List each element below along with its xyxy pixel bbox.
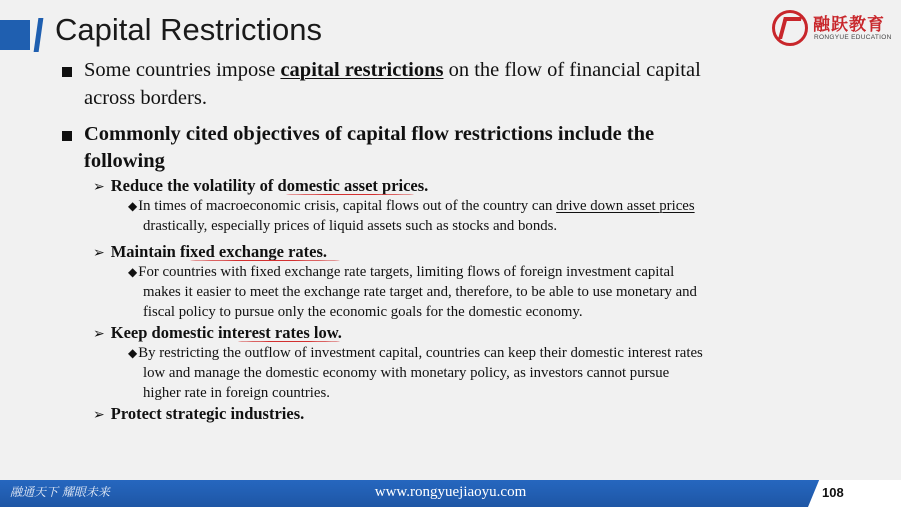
brand-name-cn: 融跃教育 <box>813 15 885 35</box>
objective-1-detail-line-1 <box>128 198 695 215</box>
bullet-1-line-1 <box>84 59 701 82</box>
objective-4-heading <box>93 404 304 424</box>
square-bullet-icon <box>62 131 72 141</box>
arrow-bullet-icon: ➢ <box>93 245 105 261</box>
objective-2-detail-line-1 <box>128 264 674 281</box>
bullet-2-line-1: Commonly cited objectives of capital flow restrictions include the <box>84 123 655 145</box>
objective-2-detail-text: For countries with fixed exchange rate targets, limiting flows of foreign investment capital <box>138 264 675 280</box>
objective-2-heading-text: Maintain fixed exchange rates. <box>110 242 328 261</box>
diamond-bullet-icon: ◆ <box>128 346 138 360</box>
brand-logo-icon <box>772 10 808 46</box>
bullet-1-text-cont: on the flow of financial capital <box>443 59 701 81</box>
square-bullet-icon <box>62 67 72 77</box>
objective-1-detail-line-2: drastically, especially prices of liquid assets such as stocks and bonds. <box>143 218 558 234</box>
objective-3-detail-text: By restricting the outflow of investment capital, countries can keep their domestic interest rates <box>138 345 703 361</box>
objective-3-heading-text: Keep domestic interest rates low. <box>110 323 342 342</box>
objective-1-detail-text: In times of macroeconomic crisis, capital flows out of the country can <box>138 198 557 214</box>
arrow-bullet-icon: ➢ <box>93 407 105 423</box>
bullet-1-text: Some countries impose <box>84 59 281 81</box>
objective-1-heading-text: Reduce the volatility of domestic asset prices. <box>110 176 429 195</box>
objective-3-heading <box>93 323 342 343</box>
objective-1-heading <box>93 176 428 196</box>
footer-calligraphy: 融通天下 耀眼未来 <box>10 485 110 499</box>
arrow-bullet-icon: ➢ <box>93 326 105 342</box>
diamond-bullet-icon: ◆ <box>128 199 138 213</box>
header-accent-stripe <box>34 18 44 52</box>
header-accent-bar <box>0 20 30 50</box>
diamond-bullet-icon: ◆ <box>128 265 138 279</box>
objective-1-detail-underlined: drive down asset prices <box>556 198 695 214</box>
brand-name-en: RONGYUE EDUCATION <box>814 34 892 41</box>
objective-2-detail-line-2: makes it easier to meet the exchange rate target and, therefore, to be able to use monetary and <box>143 284 697 300</box>
arrow-bullet-icon: ➢ <box>93 179 105 195</box>
bullet-2-line-2: following <box>84 150 165 172</box>
page-number: 108 <box>822 485 844 500</box>
bullet-1-emphasis: capital restrictions <box>280 59 444 81</box>
objective-3-detail-line-2: low and manage the domestic economy with monetary policy, as investors cannot pursue <box>143 365 670 381</box>
objective-3-detail-line-1 <box>128 345 703 362</box>
footer-url-link[interactable]: www.rongyuejiaoyu.com <box>374 484 527 500</box>
bullet-1-line-2: across borders. <box>84 87 207 109</box>
objective-2-detail-line-3: fiscal policy to pursue only the economic goals for the domestic economy. <box>143 304 583 320</box>
brand-logo <box>770 8 890 52</box>
slide-title: Capital Restrictions <box>55 12 323 47</box>
red-annotation-underline <box>286 194 414 195</box>
red-annotation-underline <box>190 260 340 261</box>
objective-4-heading-text: Protect strategic industries. <box>110 404 305 423</box>
objective-2-heading <box>93 242 327 262</box>
red-annotation-underline <box>238 341 340 342</box>
objective-3-detail-line-3: higher rate in foreign countries. <box>143 385 330 401</box>
